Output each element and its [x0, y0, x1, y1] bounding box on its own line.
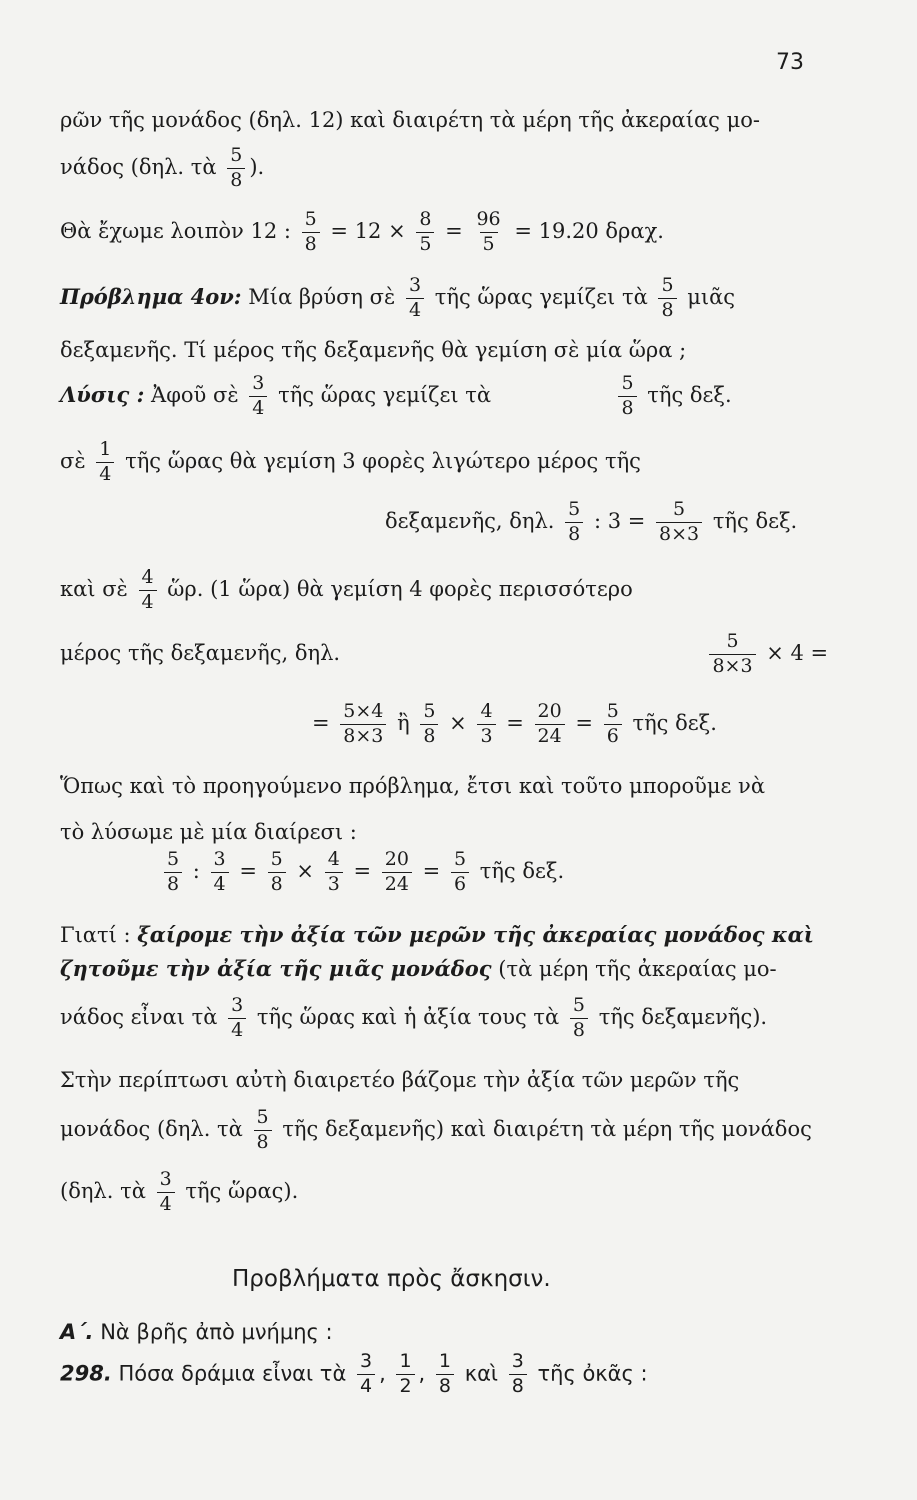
fraction: $\frac{3}{4}$	[211, 850, 229, 895]
fraction: $\frac{5}{8}$	[570, 996, 588, 1041]
section-heading: Προβλήματα πρὸς ἄσκησιν.	[232, 1266, 551, 1292]
text-line-2	[60, 146, 264, 191]
exercise-298-line: 298. Πόσα δράμια εἶναι τὰ $\frac{3}{4}$ , $\frac{1}{2}$ , $\frac{1}{8}$ καὶ $\frac{3}{8}$ τῆς ὀκᾶς :	[60, 1350, 648, 1397]
exercise-a-line: Α΄. Νὰ βρῆς ἀπὸ μνήμης :	[60, 1320, 333, 1344]
fraction: $\frac{5}{8}$	[302, 210, 320, 255]
fraction: $\frac{5}{8}$	[658, 276, 676, 321]
fraction: $\frac{3}{4}$	[406, 276, 424, 321]
fraction: $\frac{3}{4}$	[249, 374, 267, 419]
fraction: $\frac{5}{8}$	[565, 500, 583, 545]
fraction: $\frac{5}{8}$	[268, 850, 286, 895]
text-line-20: (δηλ. τὰ $\frac{3}{4}$ τῆς ὥρας).	[60, 1168, 299, 1215]
fraction: $\frac{3}{4}$	[157, 1170, 175, 1215]
equation-line-14: $\frac{5}{8}$ : $\frac{3}{4}$ = $\frac{5}{8}$ × $\frac{4}{3}$ = $\frac{20}{24}$ = $\frac{5}{6}$ τῆς δεξ.	[160, 850, 564, 895]
text-line-9: καὶ σὲ $\frac{4}{4}$ ὥρ. (1 ὥρα) θὰ γεμίση 4 φορὲς περισσότερο	[60, 566, 633, 613]
fraction: $\frac{20}{24}$	[382, 850, 412, 895]
fraction: $\frac{5}{8}$	[164, 850, 182, 895]
fraction: $\frac{5}{6}$	[604, 702, 622, 747]
problem-4-line: Πρόβλημα 4ον: Μία βρύση σὲ $\frac{3}{4}$ τῆς ὥρας γεμίζει τὰ $\frac{5}{8}$ μιᾶς	[60, 274, 736, 321]
fraction: $\frac{3}{8}$	[509, 1352, 527, 1397]
text-line-16: ζητοῦμε τὴν ἀξία τῆς μιᾶς μονάδος (τὰ μέρη τῆς ἀκεραίας μο-	[60, 956, 777, 981]
text: ).	[249, 154, 265, 179]
fraction: $\frac{3}{4}$	[357, 1352, 375, 1397]
fraction: $\frac{1}{8}$	[436, 1352, 454, 1397]
fraction: $\frac{4}{3}$	[477, 702, 495, 747]
fraction: $\frac{20}{24}$	[535, 702, 565, 747]
exercise-number: 298.	[60, 1361, 112, 1386]
solution-line: Λύσις : Ἀφοῦ σὲ $\frac{3}{4}$ τῆς ὥρας γεμίζει τὰ $\frac{5}{8}$ τῆς δεξ.	[60, 372, 732, 419]
text-line-17: νάδος εἶναι τὰ $\frac{3}{4}$ τῆς ὥρας καὶ ἡ ἀξία τους τὰ $\frac{5}{8}$ τῆς δεξαμενῆς).	[60, 994, 768, 1041]
solution-label: Λύσις :	[60, 381, 145, 407]
text-line-8: δεξαμενῆς, δηλ. $\frac{5}{8}$ : 3 = $\frac{5}{8\times 3}$ τῆς δεξ.	[385, 498, 798, 545]
fraction: $\frac{5}{6}$	[451, 850, 469, 895]
fraction: $\frac{1}{2}$	[396, 1352, 414, 1397]
fraction: $\frac{3}{4}$	[228, 996, 246, 1041]
page-number: 73	[776, 50, 804, 75]
text-line-18: Στὴν περίπτωσι αὐτὴ διαιρετέο βάζομε τὴν ἀξία τῶν μερῶν τῆς	[60, 1068, 740, 1092]
fraction: $\frac{5}{8\times 3}$	[656, 500, 702, 545]
text-line-12: Ὅπως καὶ τὸ προηγούμενο πρόβλημα, ἔτσι καὶ τοῦτο μποροῦμε νὰ	[60, 774, 766, 798]
fraction: $\frac{5}{8}$	[618, 374, 636, 419]
text-line-15: Γιατί : ξαίρομε τὴν ἀξία τῶν μερῶν τῆς ἀκεραίας μονάδος καὶ	[60, 922, 814, 947]
text-line-3: Θὰ ἔχωμε λοιπὸν 12 : $\frac{5}{8}$ = 12 × $\frac{8}{5}$ = $\frac{96}{5}$ = 19.20 δραχ.	[60, 208, 664, 255]
text-line-10: μέρος τῆς δεξαμενῆς, δηλ. $\frac{5}{8\times 3}$ × 4 =	[60, 630, 829, 677]
equation-line-11: = $\frac{5\times 4}{8\times 3}$ ἢ $\frac{5}{8}$ × $\frac{4}{3}$ = $\frac{20}{24}$ = $\frac{5}{6}$ τῆς δεξ.	[312, 700, 717, 747]
text-line-19: μονάδος (δηλ. τὰ $\frac{5}{8}$ τῆς δεξαμενῆς) καὶ διαιρέτη τὰ μέρη τῆς μονάδος	[60, 1106, 812, 1153]
text-line-1: ρῶν τῆς μονάδος (δηλ. 12) καὶ διαιρέτη τὰ μέρη τῆς ἀκεραίας μο-	[60, 108, 760, 132]
fraction: $\frac{5\times 4}{8\times 3}$	[340, 702, 386, 747]
fraction: $\frac{1}{4}$	[96, 440, 114, 485]
fraction: $\frac{5}{8}$	[420, 702, 438, 747]
fraction: $\frac{4}{3}$	[325, 850, 343, 895]
text-line-5: δεξαμενῆς. Τί μέρος τῆς δεξαμενῆς θὰ γεμίση σὲ μία ὥρα ;	[60, 338, 687, 362]
text-line-13: τὸ λύσωμε μὲ μία διαίρεσι :	[60, 820, 357, 844]
text: νάδος (δηλ. τὰ	[60, 154, 217, 179]
fraction: $\frac{96}{5}$	[476, 208, 501, 255]
fraction: $\frac{5}{8}$	[254, 1108, 272, 1153]
fraction: $\frac{4}{4}$	[139, 568, 157, 613]
fraction: $\frac{5}{8}$	[227, 146, 245, 191]
fraction: $\frac{8}{5}$	[416, 210, 434, 255]
text-line-7: σὲ $\frac{1}{4}$ τῆς ὥρας θὰ γεμίση 3 φορὲς λιγώτερο μέρος τῆς	[60, 438, 641, 485]
problem-label: Πρόβλημα 4ον:	[60, 283, 242, 309]
fraction: $\frac{5}{8\times 3}$	[709, 632, 755, 677]
